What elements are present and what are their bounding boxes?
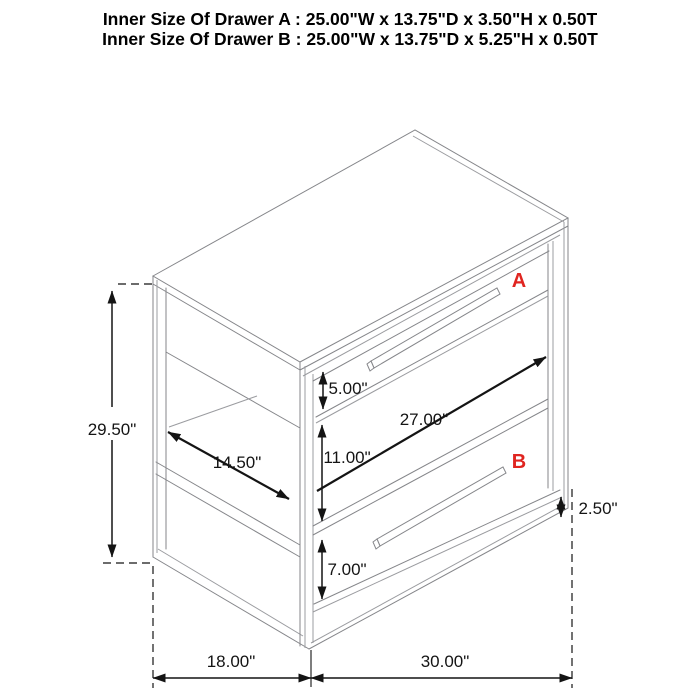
shelf-inner-edge <box>169 396 257 427</box>
side-shelf-top <box>156 462 300 545</box>
drawer-b-handle <box>373 467 506 549</box>
label-overall-width: 30.00" <box>420 652 470 671</box>
side-shelf-bottom <box>156 474 300 557</box>
label-overall-depth: 18.00" <box>206 652 256 671</box>
top-face <box>153 130 568 362</box>
drawer-b-letter: B <box>511 451 527 473</box>
label-shelf-width: 27.00" <box>399 410 449 429</box>
label-drawer-a-front-height: 5.00" <box>328 379 368 398</box>
label-base-clearance: 2.50" <box>578 499 618 518</box>
drawer-a-letter: A <box>511 270 527 292</box>
label-drawer-b-front-height: 7.00" <box>327 560 367 579</box>
dimension-lines <box>103 284 572 688</box>
side-rail-edge <box>166 352 300 428</box>
title-drawer-a-size: Inner Size Of Drawer A : 25.00"W x 13.75"D x 3.50"H x 0.50T <box>102 9 598 29</box>
title-drawer-b-size: Inner Size Of Drawer B : 25.00"W x 13.75"D x 5.25"H x 0.50T <box>102 29 598 49</box>
label-shelf-height: 11.00" <box>323 448 371 467</box>
label-overall-height: 29.50" <box>87 420 137 439</box>
label-shelf-depth: 14.50" <box>212 453 262 472</box>
